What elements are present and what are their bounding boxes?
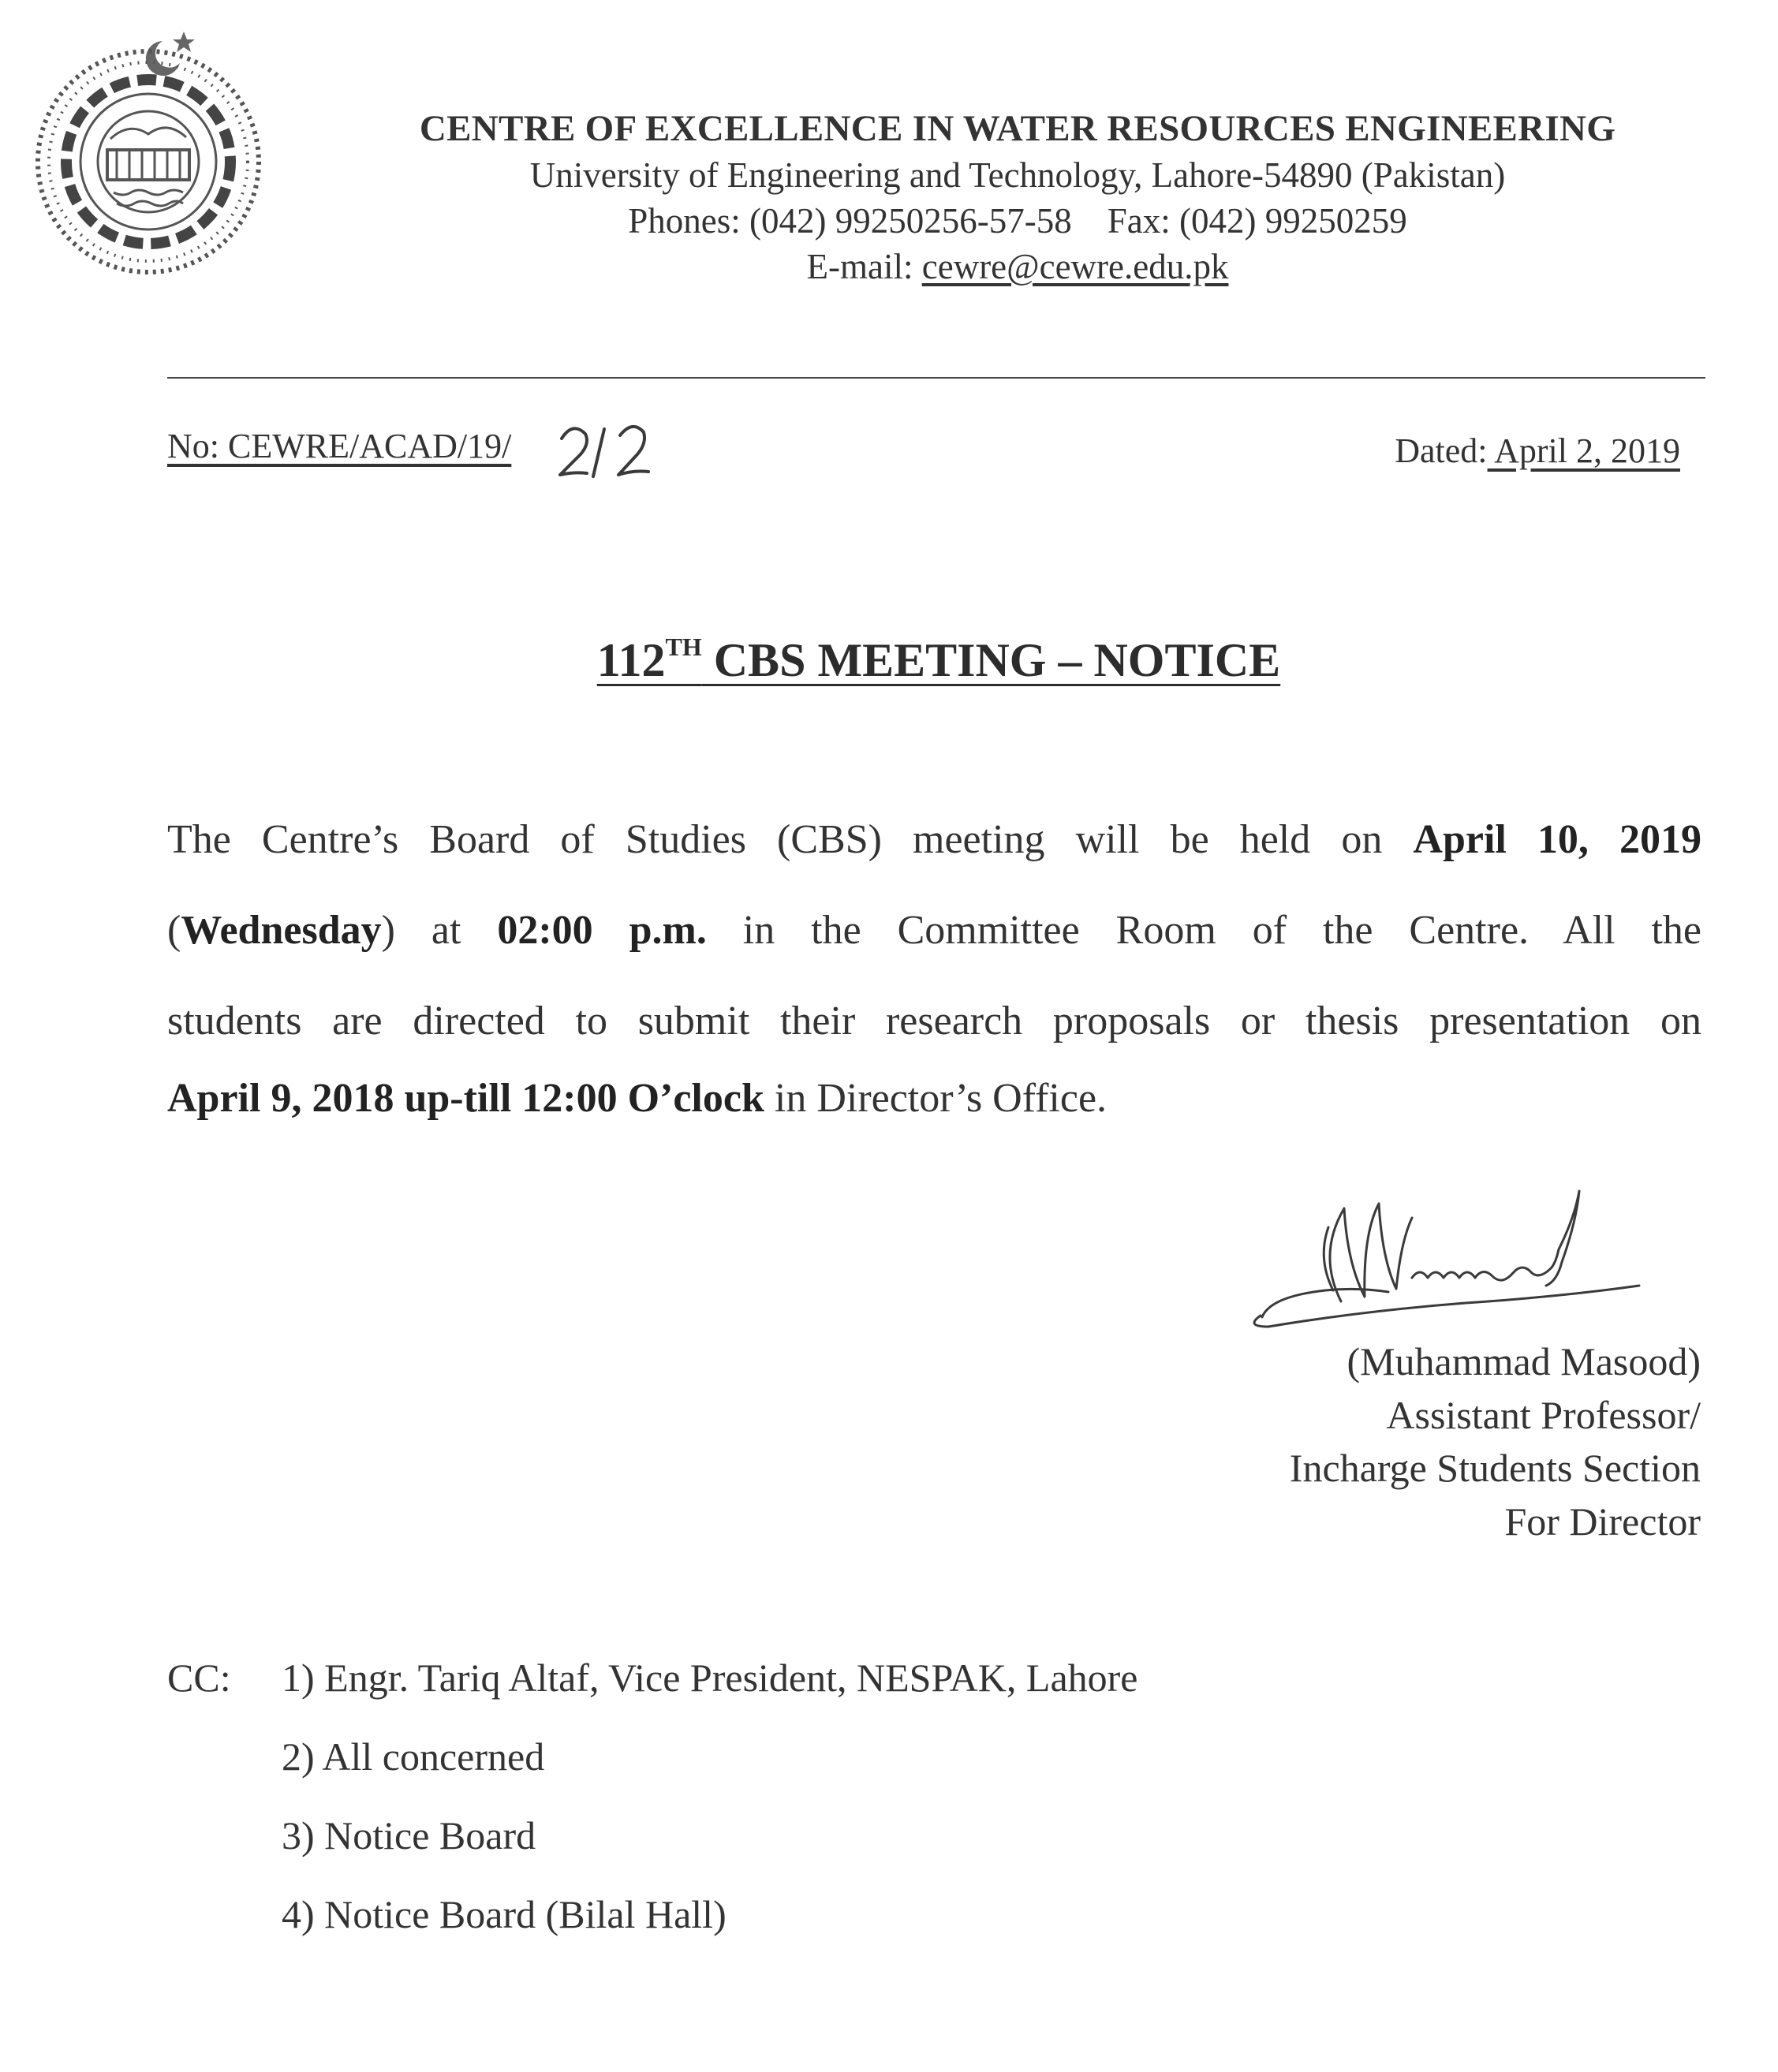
phone-fax-line: Phones: (042) 99250256-57-58 Fax: (042) 99250259 (628, 201, 1407, 241)
meeting-number: 112 (596, 634, 666, 686)
notice-title-text: CBS MEETING – NOTICE (701, 634, 1281, 686)
signatory-on-behalf: For Director (1504, 1499, 1701, 1544)
handwritten-signature (1246, 1136, 1657, 1349)
email-link[interactable]: cewre@cewre.edu.pk (921, 247, 1229, 286)
handwritten-reference-number (552, 409, 670, 480)
meeting-date: April 10, 2019 (1413, 817, 1702, 862)
cc-item: 4) Notice Board (Bilal Hall) (282, 1892, 727, 1936)
signatory-title: Assistant Professor/ (1386, 1393, 1701, 1437)
email-row (379, 246, 1657, 287)
body-text: ( (167, 908, 181, 953)
cc-item: 1) Engr. Tariq Altaf, Vice President, NESPAK, Lahore (282, 1656, 1138, 1700)
reference-number: No: CEWRE/ACAD/19/ (167, 427, 512, 465)
cc-label: CC: (167, 1656, 231, 1700)
email-label: E-mail: (806, 247, 922, 286)
dated-value: April 2, 2019 (1487, 431, 1680, 470)
body-line-2 (167, 907, 1701, 954)
notice-title (0, 633, 1778, 688)
organization-name: CENTRE OF EXCELLENCE IN WATER RESOURCES ENGINEERING (419, 108, 1616, 149)
body-text: in the Committee Room of the Centre. All the (742, 908, 1702, 953)
date-line (1395, 431, 1680, 471)
body-text: ) at (381, 908, 498, 953)
meeting-time: 02:00 p.m. (497, 908, 707, 953)
signatory-section: Incharge Students Section (1289, 1446, 1701, 1490)
body-text: in Director’s Office. (764, 1076, 1108, 1121)
cc-item: 3) Notice Board (282, 1813, 536, 1857)
meeting-day: Wednesday (181, 908, 382, 953)
submission-deadline: April 9, 2018 up-till 12:00 O’clock (167, 1076, 764, 1121)
header-divider (167, 377, 1705, 379)
cc-item: 2) All concerned (282, 1734, 545, 1779)
institution-logo (22, 24, 275, 284)
body-text: The Centre’s Board of Studies (CBS) meeting will be held on (167, 817, 1414, 862)
body-line-3: students are directed to submit their research proposals or thesis presentation on (167, 999, 1701, 1043)
dated-label: Dated: (1395, 431, 1488, 470)
body-line-1 (167, 816, 1701, 863)
signatory-name: (Muhammad Masood) (1347, 1339, 1701, 1383)
university-address: University of Engineering and Technology, Lahore-54890 (Pakistan) (529, 155, 1506, 195)
meeting-ordinal-suffix: TH (665, 633, 702, 661)
body-line-4 (167, 1075, 1701, 1122)
